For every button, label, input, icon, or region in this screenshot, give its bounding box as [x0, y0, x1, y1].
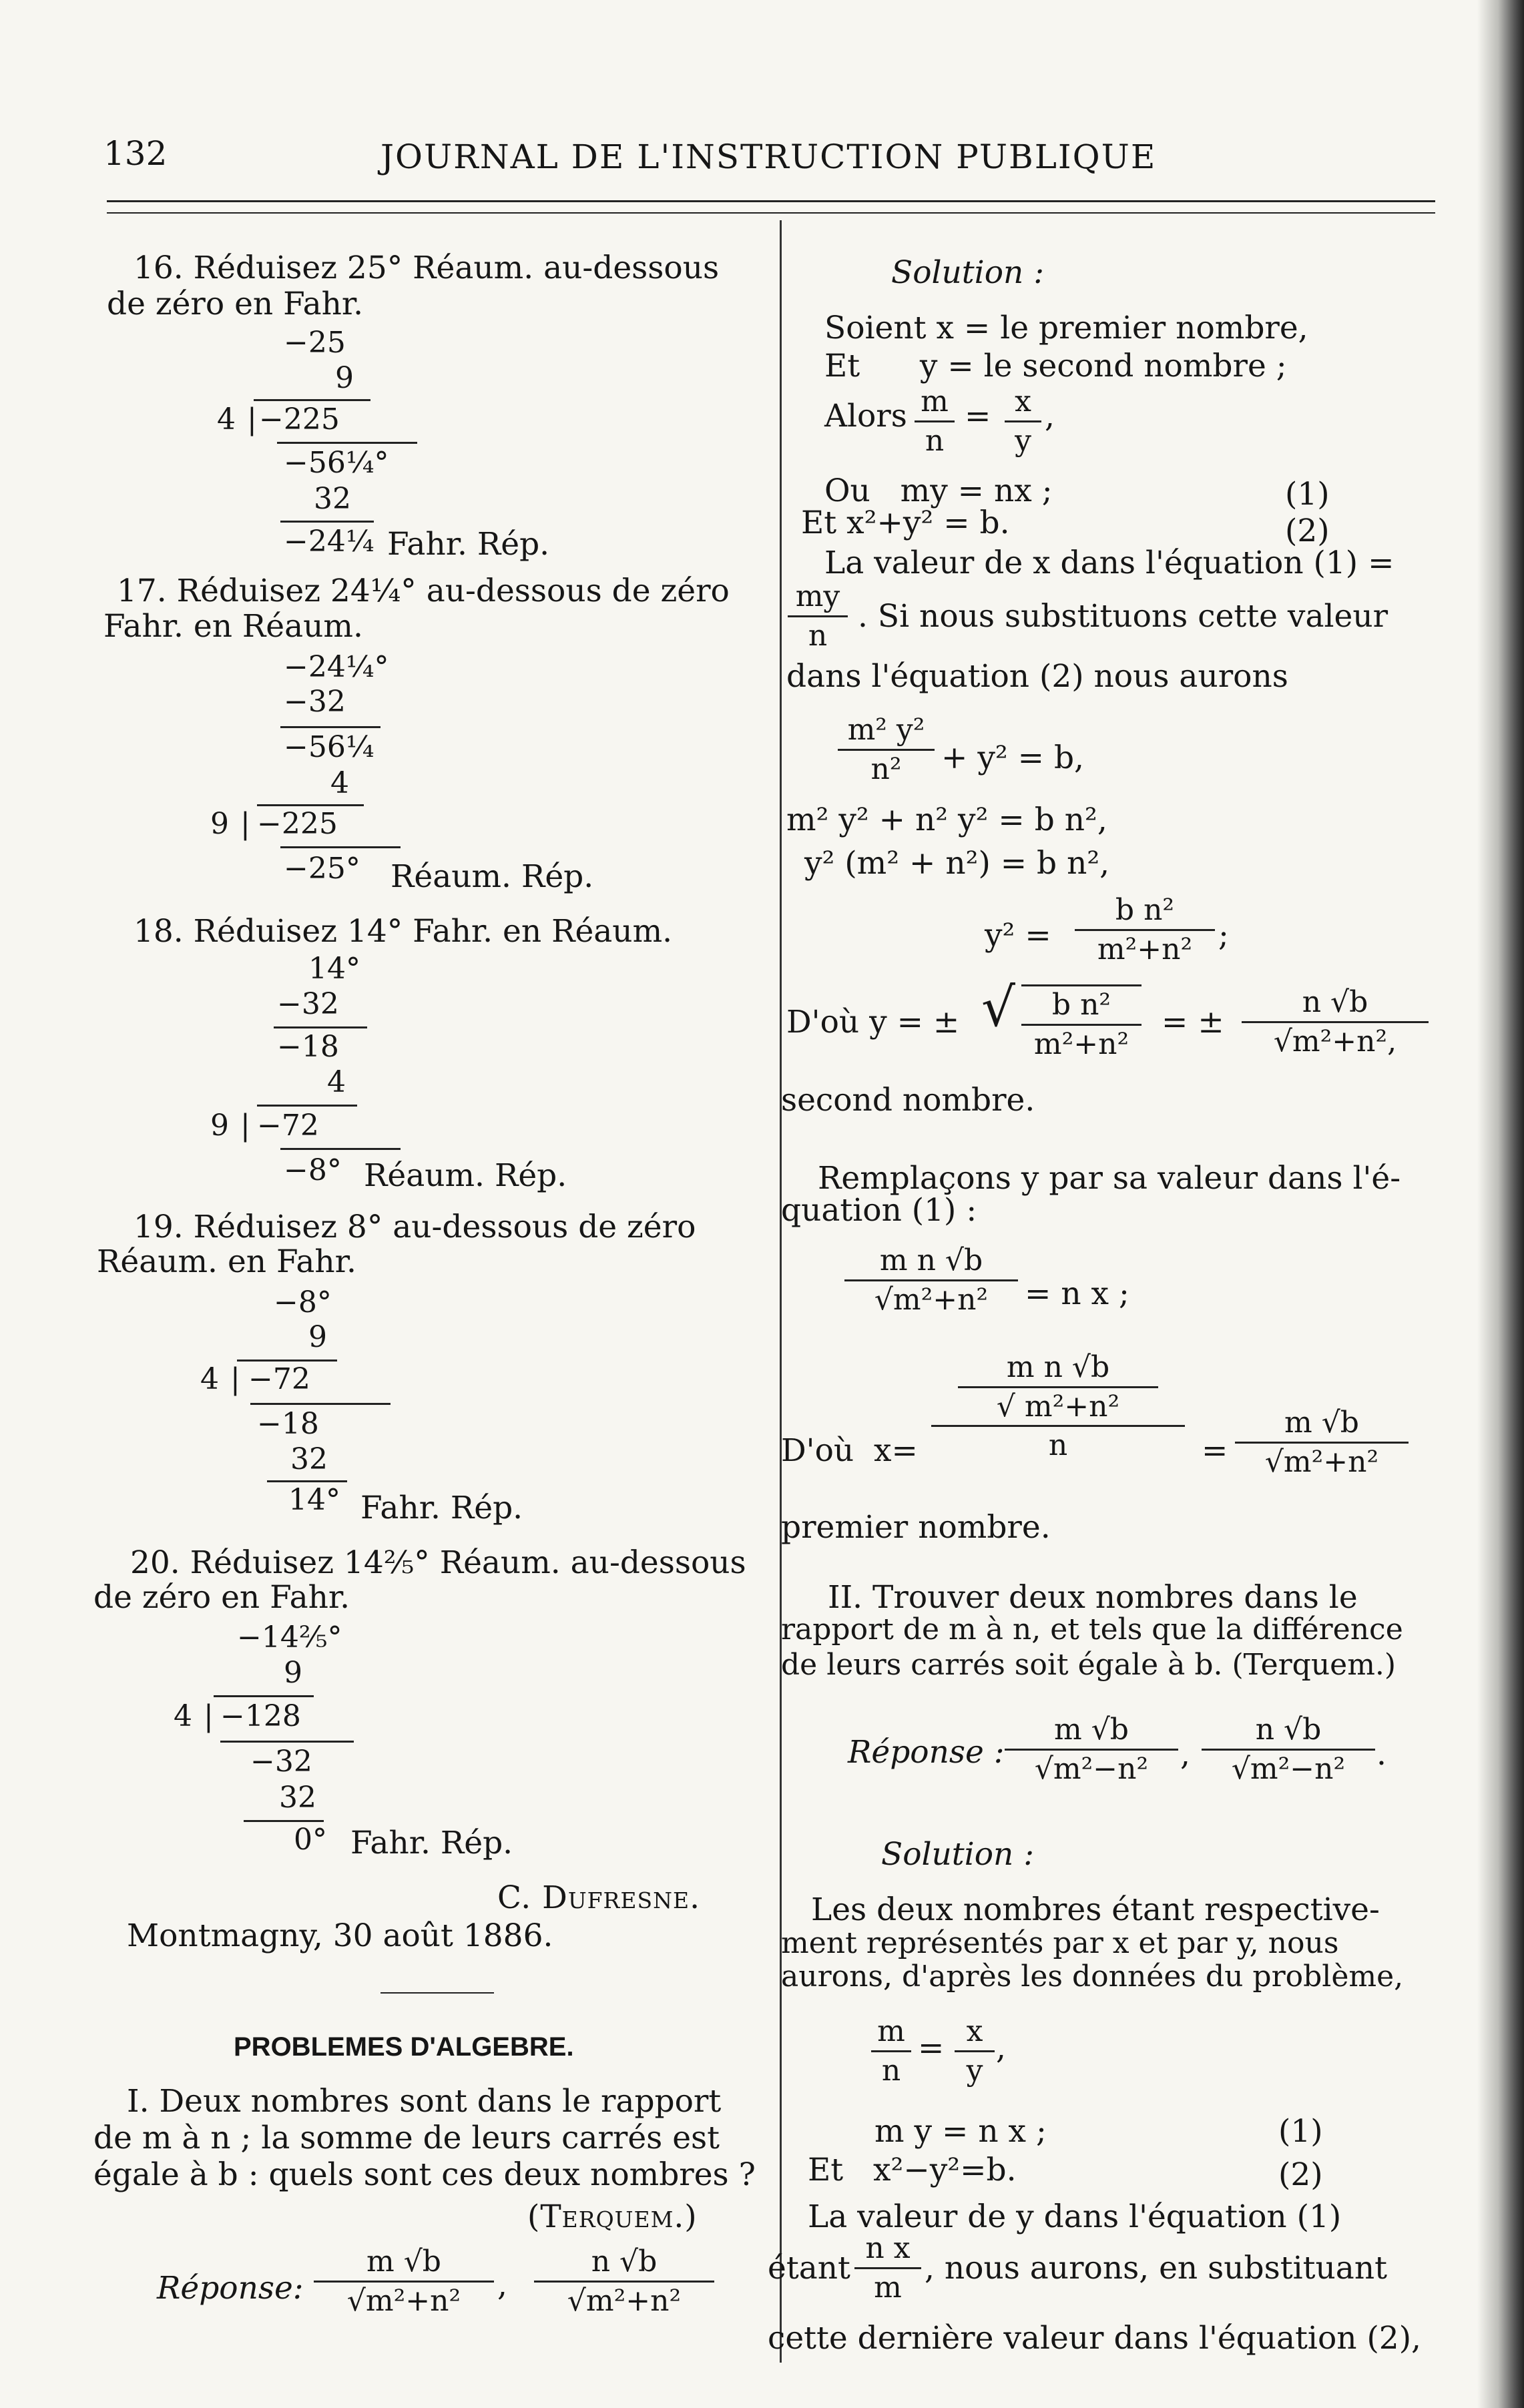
- replace-fraction: m n √b √m²+n²: [844, 1245, 1018, 1315]
- solution-2-line4: La valeur de y dans l'équation (1): [808, 2198, 1342, 2235]
- problem-1-source: (Terquem.): [527, 2198, 698, 2235]
- step5-left: D'où y = ±: [786, 1004, 960, 1040]
- p16-division-bar: |: [247, 402, 257, 436]
- p20-calc-4: −32: [250, 1745, 312, 1779]
- step5-radicand: b n² m²+n²: [1021, 984, 1141, 1060]
- answer-2-numerator: n √b: [591, 2244, 658, 2279]
- place-date: Montmagny, 30 août 1886.: [127, 1917, 553, 1954]
- signature: C. Dufresne.: [497, 1879, 701, 1916]
- solution-2-eq2: Et x²−y²=b.: [808, 2152, 1017, 2188]
- solution-1-eq2: Et x²+y² = b.: [801, 505, 1010, 541]
- p18-calc-6: −8°: [284, 1153, 342, 1187]
- p20-division-bar: |: [204, 1699, 214, 1733]
- answer-1-numerator: m √b: [366, 2244, 441, 2279]
- eq2-tag: (2): [1285, 513, 1330, 549]
- p17-calc-0: −24¼°: [284, 650, 389, 684]
- alors-fraction-2: x y: [1005, 386, 1041, 457]
- alors-label: Alors: [824, 398, 907, 434]
- problem-17-line2: Fahr. en Réaum.: [103, 608, 363, 645]
- answer-1-denominator: √m²+n²: [346, 2283, 461, 2318]
- p18-division-bar: |: [240, 1109, 250, 1143]
- solution-1-line2: Et y = le second nombre ;: [824, 348, 1287, 384]
- solution-1-line3: La valeur de x dans l'équation (1) =: [824, 545, 1394, 581]
- problem-19-line1: 19. Réduisez 8° au-dessous de zéro: [134, 1209, 696, 1245]
- p16-calc-2: 4: [217, 402, 236, 436]
- problem-1-line2: de m à n ; la somme de leurs carrés est: [93, 2120, 720, 2156]
- problem-20-line2: de zéro en Fahr.: [93, 1579, 350, 1616]
- problem-1-answer-fraction-1: [314, 2246, 494, 2317]
- solution-1-line4: . Si nous substituons cette valeur: [858, 598, 1388, 635]
- p16-rule-3: [280, 521, 374, 523]
- p17-rule-3: [280, 846, 401, 848]
- p18-calc-0: 14°: [308, 952, 360, 986]
- problem-18-line1: 18. Réduisez 14° Fahr. en Réaum.: [134, 913, 673, 950]
- p18-calc-3: 4: [327, 1065, 346, 1099]
- answer-comma: ,: [497, 2267, 507, 2303]
- p17-calc-2: −56¼: [284, 730, 374, 764]
- p20-calc-5: 32: [279, 1781, 316, 1815]
- nx-over-m-fraction: n x m: [854, 2232, 921, 2303]
- p19-calc-2: 4: [200, 1362, 219, 1396]
- eq1-tag: (1): [1285, 476, 1330, 513]
- alors-fraction-1: m n: [915, 386, 955, 457]
- solution-2-eq1: m y = n x ;: [874, 2113, 1047, 2150]
- p19-answer: Fahr. Rép.: [360, 1490, 523, 1526]
- problem-2-line1: II. Trouver deux nombres dans le: [828, 1579, 1358, 1616]
- p16-calc-0: −25: [284, 326, 346, 360]
- solution-2-line2: ment représentés par x et par y, nous: [781, 1926, 1339, 1960]
- p18-calc-1: −32: [277, 987, 339, 1021]
- my-over-n-fraction: my n: [788, 581, 848, 651]
- p18-rule-2: [257, 1105, 357, 1107]
- step4-fraction: b n² m²+n²: [1075, 894, 1215, 965]
- p17-rule-1: [280, 726, 380, 728]
- p20-answer: Fahr. Rép.: [350, 1825, 513, 1861]
- p17-calc-1: −32: [284, 685, 346, 719]
- solution-2-line6: cette dernière valeur dans l'équation (2),: [768, 2320, 1421, 2357]
- binding-edge-shadow: [1477, 0, 1524, 2408]
- p17-answer: Réaum. Rép.: [391, 858, 594, 895]
- p20-calc-3: −128: [220, 1699, 301, 1733]
- p20-calc-2: 4: [174, 1699, 192, 1733]
- complex-fraction: m n √b √ m²+n² n: [931, 1351, 1185, 1462]
- p17-calc-3: 4: [330, 766, 349, 800]
- step3: y² (m² + n²) = b n²,: [804, 845, 1110, 882]
- p19-rule-2: [250, 1403, 391, 1405]
- replace-line1: Remplaçons y par sa valeur dans l'é-: [818, 1160, 1401, 1197]
- p19-division-bar: |: [230, 1362, 240, 1396]
- p19-calc-6: 14°: [288, 1483, 340, 1517]
- step1-fraction: m² y² n²: [838, 714, 935, 785]
- solution-1-heading: Solution :: [891, 254, 1045, 291]
- p16-calc-6: −24¼: [284, 525, 374, 559]
- p20-calc-0: −14⅖°: [237, 1620, 342, 1654]
- second-nombre: second nombre.: [781, 1082, 1035, 1119]
- p17-rule-2: [257, 804, 364, 806]
- answer-2-denominator: √m²+n²: [567, 2283, 682, 2318]
- p18-calc-2: −18: [277, 1030, 339, 1064]
- p19-calc-5: 32: [290, 1442, 328, 1476]
- ratio-fraction-2: x y: [955, 2016, 995, 2086]
- solution-2-line1: Les deux nombres étant respective-: [811, 1891, 1380, 1928]
- p16-rule-1: [254, 399, 370, 401]
- ratio-fraction-1: m n: [871, 2016, 911, 2086]
- problem-1-answer-fraction-2: [534, 2246, 714, 2317]
- problem-17-line1: 17. Réduisez 24¼° au-dessous de zéro: [117, 573, 730, 609]
- p18-answer: Réaum. Rép.: [364, 1157, 567, 1194]
- solution-2-line3: aurons, d'après les données du problème,: [781, 1960, 1404, 1994]
- p20-rule-1: [214, 1695, 314, 1697]
- x-result-fraction: m √b √m²+n²: [1235, 1407, 1409, 1478]
- p18-calc-4: 9: [210, 1109, 229, 1143]
- header-rule-bottom: [107, 212, 1435, 214]
- p18-rule-1: [274, 1026, 367, 1028]
- section-title: PROBLEMES D'ALGEBRE.: [234, 2032, 574, 2062]
- problem-20-line1: 20. Réduisez 14⅖° Réaum. au-dessous: [130, 1544, 746, 1581]
- problem-2-answer-fraction-1: m √b √m²−n²: [1005, 1714, 1178, 1785]
- step1-rest: + y² = b,: [941, 739, 1085, 776]
- problem-1-answer-label: Réponse:: [157, 2270, 304, 2307]
- column-divider: [780, 220, 782, 2363]
- p19-calc-4: −18: [257, 1407, 319, 1441]
- problem-19-line2: Réaum. en Fahr.: [97, 1243, 356, 1280]
- p18-calc-5: −72: [257, 1109, 319, 1143]
- p19-rule-3: [267, 1480, 347, 1482]
- p16-calc-4: −56¼°: [284, 446, 389, 480]
- p18-rule-3: [280, 1148, 401, 1150]
- solution-2-heading: Solution :: [881, 1836, 1035, 1873]
- solution-2-eq1-tag: (1): [1278, 2113, 1323, 2150]
- solution-1-line1: Soient x = le premier nombre,: [824, 310, 1308, 346]
- journal-title: JOURNAL DE L'INSTRUCTION PUBLIQUE: [380, 137, 1157, 176]
- page-number: 132: [103, 134, 168, 173]
- p16-rule-2: [277, 442, 417, 444]
- p19-calc-3: −72: [248, 1362, 310, 1396]
- problem-1-line1: I. Deux nombres sont dans le rapport: [127, 2083, 722, 2120]
- problem-16-line1: 16. Réduisez 25° Réaum. au-dessous: [134, 250, 720, 286]
- p20-calc-1: 9: [284, 1656, 302, 1690]
- problem-16-line2: de zéro en Fahr.: [107, 286, 364, 322]
- section-separator: [380, 1992, 494, 1994]
- replace-rest: = n x ;: [1025, 1275, 1129, 1312]
- problem-2-answer-fraction-2: n √b √m²−n²: [1202, 1714, 1375, 1785]
- p19-calc-1: 9: [308, 1320, 327, 1354]
- replace-line2: quation (1) :: [781, 1192, 977, 1229]
- p19-rule-1: [237, 1360, 337, 1362]
- problem-2-line2: rapport de m à n, et tels que la différence: [781, 1612, 1403, 1646]
- solution-2-eq2-tag: (2): [1278, 2156, 1323, 2193]
- p17-division-bar: |: [240, 807, 250, 841]
- solution-2-line5-a: étant: [768, 2250, 850, 2287]
- step5-result: n √b √m²+n²,: [1242, 986, 1429, 1057]
- p16-answer: Fahr. Rép.: [387, 526, 550, 563]
- p16-calc-1: 9: [335, 361, 354, 395]
- p20-rule-3: [244, 1820, 324, 1822]
- step5-mid: = ±: [1162, 1004, 1224, 1040]
- p20-rule-2: [220, 1741, 354, 1743]
- step2: m² y² + n² y² = b n²,: [786, 802, 1107, 838]
- p17-calc-4: 9: [210, 807, 229, 841]
- p17-calc-5: −225: [257, 807, 338, 841]
- problem-1-line3: égale à b : quels sont ces deux nombres ?: [93, 2156, 756, 2193]
- header-rule-top: [107, 200, 1435, 202]
- solution-1-eq1: Ou my = nx ;: [824, 473, 1053, 509]
- p16-calc-3: −225: [259, 402, 340, 436]
- p19-calc-0: −8°: [274, 1285, 332, 1319]
- solution-2-line5-b: , nous aurons, en substituant: [925, 2250, 1387, 2287]
- dou-x-left: D'où x=: [781, 1432, 918, 1469]
- p16-calc-5: 32: [314, 482, 351, 516]
- p17-calc-6: −25°: [284, 852, 360, 886]
- p20-calc-6: 0°: [294, 1823, 327, 1857]
- premier-nombre: premier nombre.: [781, 1509, 1051, 1546]
- solution-1-line5: dans l'équation (2) nous aurons: [786, 658, 1288, 695]
- step4-left: y² =: [985, 917, 1051, 954]
- problem-2-answer-label: Réponse :: [848, 1734, 1005, 1771]
- problem-2-line3: de leurs carrés soit égale à b. (Terquem.): [781, 1648, 1396, 1682]
- radical-sign: √: [981, 976, 1015, 1038]
